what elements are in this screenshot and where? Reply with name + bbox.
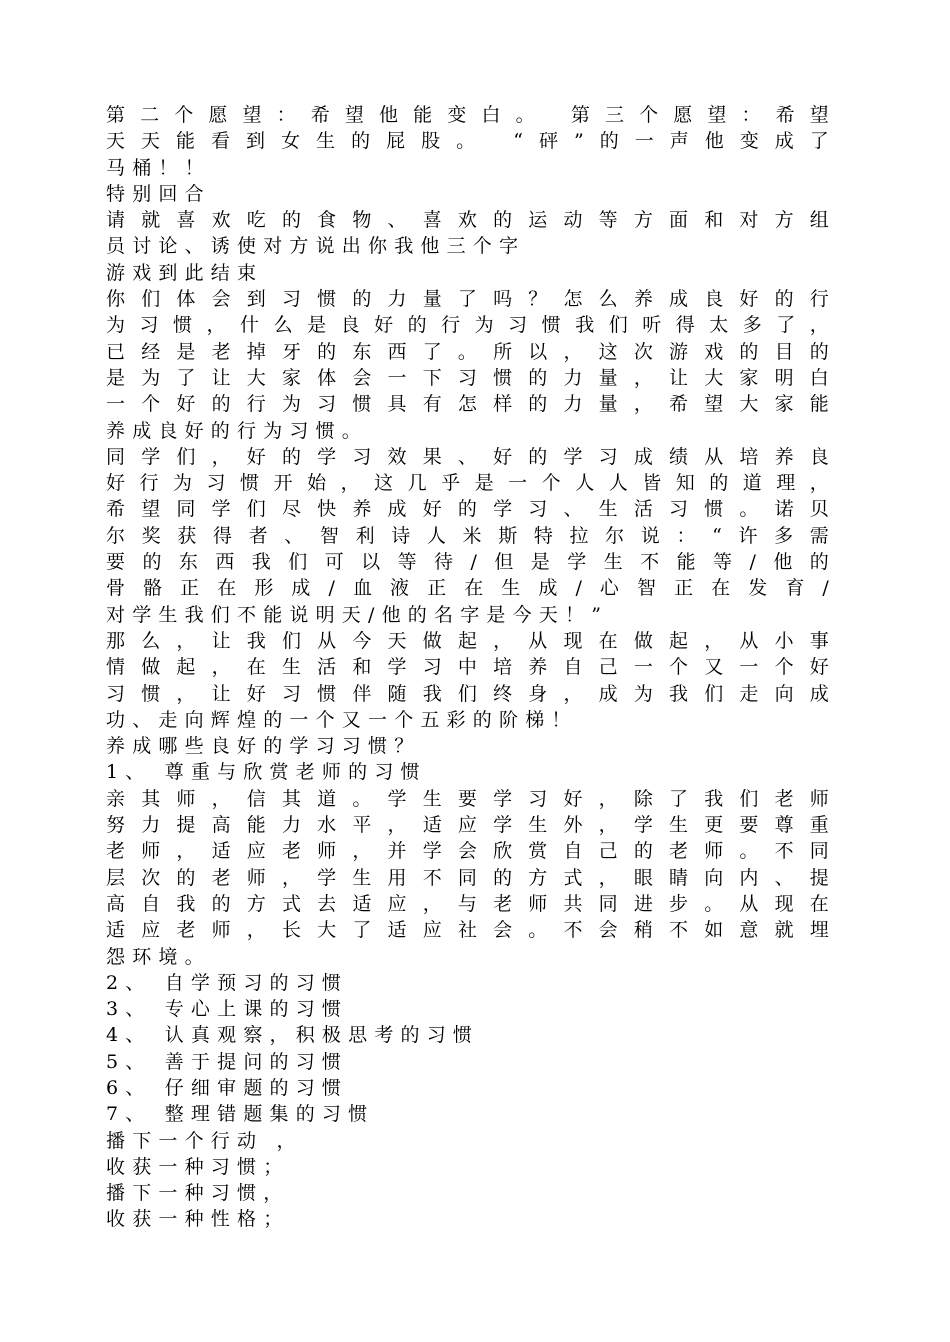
text-line: 亲其师，信其道。学生要学习好，除了我们老师 bbox=[106, 787, 836, 810]
text-line: 怨环境。 bbox=[106, 945, 211, 968]
text-line: 你们体会到习惯的力量了吗？怎么养成良好的行 bbox=[106, 288, 836, 311]
text-line: 6、 仔细审题的习惯 bbox=[106, 1076, 349, 1099]
text-line: 老师，适应老师，并学会欣赏自己的老师。不同 bbox=[106, 840, 836, 863]
text-line: 好行为习惯开始，这几乎是一个人人皆知的道理， bbox=[106, 472, 836, 495]
text-line: 1、 尊重与欣赏老师的习惯 bbox=[106, 761, 427, 784]
text-line: 员讨论、诱使对方说出你我他三个字 bbox=[106, 235, 526, 258]
text-line: 养成良好的行为习惯。 bbox=[106, 419, 369, 442]
text-line: 尔奖获得者、智利诗人米斯特拉尔说：“许多需 bbox=[106, 524, 836, 547]
text-line: 已经是老掉牙的东西了。所以，这次游戏的目的 bbox=[106, 340, 836, 363]
text-line: 播下一个行动 ， bbox=[106, 1129, 303, 1152]
text-line: 第二个愿望：希望他能变白。 第三个愿望：希望 bbox=[106, 104, 836, 126]
text-line: 请就喜欢吃的食物、喜欢的运动等方面和对方组 bbox=[106, 209, 836, 232]
text-line: 功、走向辉煌的一个又一个五彩的阶梯！ bbox=[106, 708, 578, 731]
text-line: 为习惯，什么是良好的行为习惯我们听得太多了， bbox=[106, 314, 836, 337]
text-line: 习惯，让好习惯伴随我们终身，成为我们走向成 bbox=[106, 682, 836, 705]
text-line: 特别回合 bbox=[106, 182, 211, 205]
text-line: 骨骼正在形成/血液正在生成/心智正在发育/ bbox=[106, 577, 836, 600]
text-line: 2、 自学预习的习惯 bbox=[106, 971, 349, 994]
text-line: 那么，让我们从今天做起，从现在做起，从小事 bbox=[106, 629, 836, 652]
text-line: 高自我的方式去适应，与老师共同进步。从现在 bbox=[106, 892, 836, 915]
text-line: 播下一种习惯， bbox=[106, 1182, 290, 1205]
text-line: 努力提高能力水平，适应学生外，学生更要尊重 bbox=[106, 814, 836, 837]
text-line: 3、 专心上课的习惯 bbox=[106, 998, 349, 1021]
text-line: 情做起，在生活和学习中培养自己一个又一个好 bbox=[106, 656, 836, 679]
document-body bbox=[106, 102, 836, 1233]
text-line: 养成哪些良好的学习习惯？ bbox=[106, 735, 421, 758]
text-line: 天天能看到女生的屁股。 “砰”的一声他变成了 bbox=[106, 130, 836, 153]
text-line: 7、 整理错题集的习惯 bbox=[106, 1103, 375, 1126]
text-line: 对学生我们不能说明天/他的名字是今天！” bbox=[106, 603, 609, 626]
text-line: 希望同学们尽快养成好的学习、生活习惯。诺贝 bbox=[106, 498, 836, 521]
text-line: 4、 认真观察，积极思考的习惯 bbox=[106, 1024, 480, 1047]
text-line: 一个好的行为习惯具有怎样的力量，希望大家能 bbox=[106, 393, 836, 416]
text-line: 是为了让大家体会一下习惯的力量，让大家明白 bbox=[106, 366, 836, 389]
text-line: 层次的老师，学生用不同的方式，眼睛向内、提 bbox=[106, 866, 836, 889]
text-line: 适应老师，长大了适应社会。不会稍不如意就埋 bbox=[106, 919, 836, 942]
text-line: 5、 善于提问的习惯 bbox=[106, 1050, 349, 1073]
text-line: 游戏到此结束 bbox=[106, 261, 264, 284]
text-line: 收获一种习惯； bbox=[106, 1155, 290, 1178]
text-line: 马桶！！ bbox=[106, 156, 211, 179]
text-line: 同学们，好的学习效果、好的学习成绩从培养良 bbox=[106, 445, 836, 468]
text-line: 要的东西我们可以等待/但是学生不能等/他的 bbox=[106, 551, 836, 574]
text-line: 收获一种性格； bbox=[106, 1208, 290, 1231]
